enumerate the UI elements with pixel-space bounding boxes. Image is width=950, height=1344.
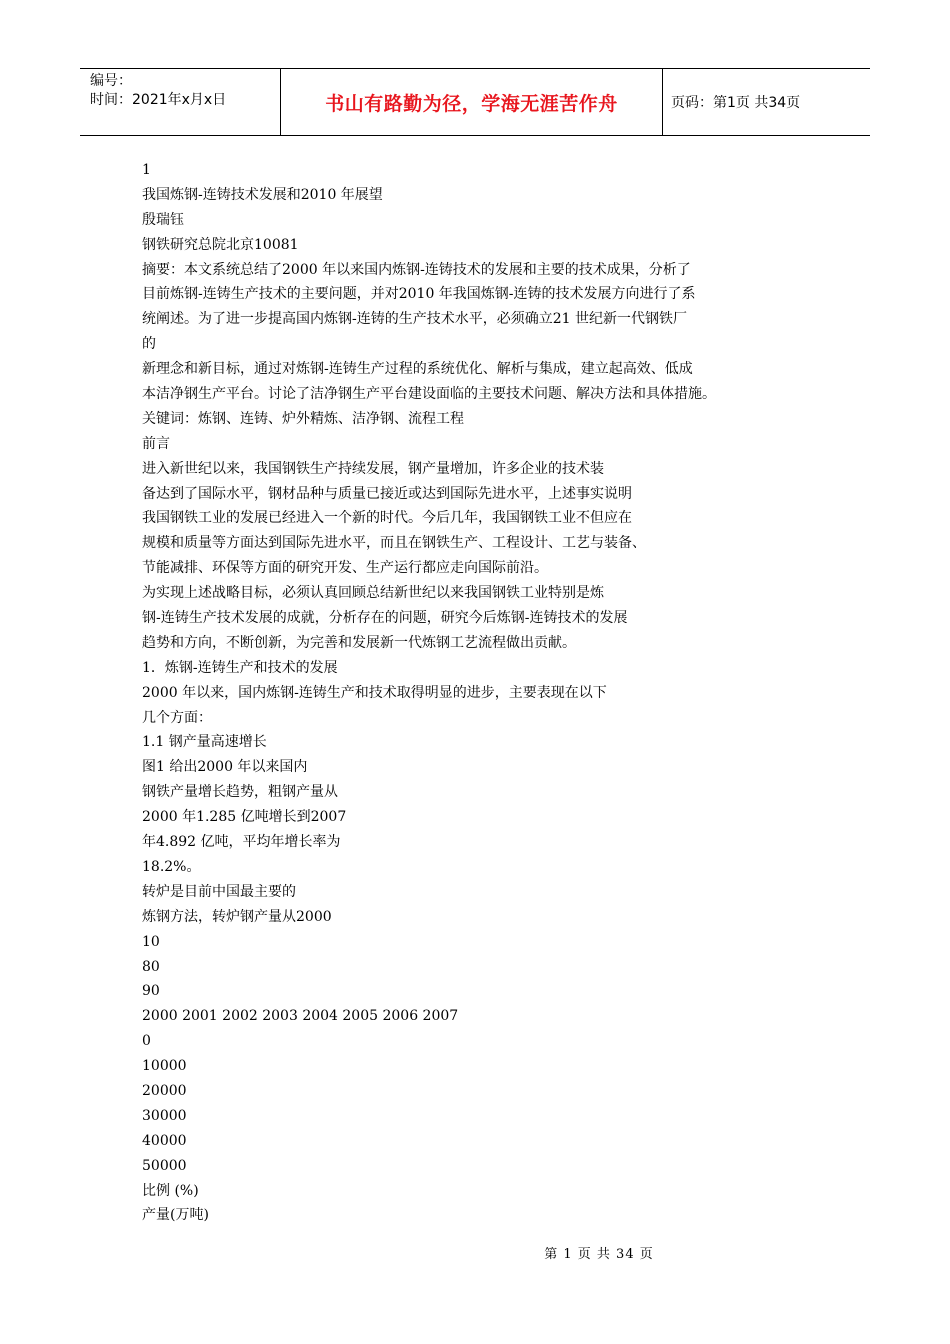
body-line: 2000 2001 2002 2003 2004 2005 2006 2007 [142,1008,459,1025]
body-line: 图1 给出2000 年以来国内 [142,759,308,776]
date-label: 时间：2021年x月x日 [90,92,227,108]
body-line: 钢-连铸生产技术发展的成就，分析存在的问题，研究今后炼钢-连铸技术的发展 [142,610,628,627]
body-line: 20000 [142,1082,187,1099]
body-line: 1 [142,162,151,178]
body-line: 我国钢铁工业的发展已经进入一个新的时代。今后几年，我国钢铁工业不但应在 [142,510,632,527]
body-line: 50000 [142,1157,187,1174]
body-line: 炼钢方法，转炉钢产量从2000 [142,908,332,925]
body-line: 2000 年以来，国内炼钢-连铸生产和技术取得明显的进步，主要表现在以下 [142,684,607,701]
page-header [80,68,870,136]
body-line: 节能减排、环保等方面的研究开发、生产运行都应走向国际前沿。 [142,560,548,577]
document-body [142,158,832,1228]
body-line: 殷瑞钰 [142,211,184,228]
number-label: 编号： [90,73,132,89]
body-line: 钢铁研究总院北京10081 [142,236,299,253]
body-line: 80 [142,958,160,975]
body-line: 1.1 钢产量高速增长 [142,734,267,751]
body-line: 规模和质量等方面达到国际先进水平，而且在钢铁生产、工程设计、工艺与装备、 [142,535,646,552]
body-line: 1．炼钢-连铸生产和技术的发展 [142,659,338,676]
body-line: 10 [142,933,160,950]
body-line: 为实现上述战略目标，必须认真回顾总结新世纪以来我国钢铁工业特别是炼 [142,585,604,602]
body-line: 2000 年1.285 亿吨增长到2007 [142,809,347,826]
body-line: 产量(万吨) [142,1207,209,1224]
body-line: 进入新世纪以来，我国钢铁生产持续发展，钢产量增加，许多企业的技术装 [142,460,604,477]
body-line: 年4.892 亿吨，平均年增长率为 [142,834,341,851]
header-meta [80,69,281,135]
body-line: 几个方面： [142,709,212,726]
body-line: 10000 [142,1058,187,1075]
header-motto: 书山有路勤为径，学海无涯苦作舟 [281,69,663,135]
body-line: 关键词：炼钢、连铸、炉外精炼、洁净钢、流程工程 [142,410,464,427]
body-line: 比例 (%) [142,1182,199,1199]
body-line: 90 [142,983,160,1000]
body-line: 的 [142,336,156,353]
body-line: 钢铁产量增长趋势，粗钢产量从 [142,784,338,801]
body-line: 30000 [142,1107,187,1124]
body-line: 40000 [142,1132,187,1149]
header-page-info: 页码：第1页 共34页 [671,95,801,111]
body-line: 转炉是目前中国最主要的 [142,883,296,900]
page-footer: 第 1 页 共 34 页 [544,1247,654,1262]
body-line: 统阐述。为了进一步提高国内炼钢-连铸的生产技术水平，必须确立21 世纪新一代钢铁厂 [142,311,687,328]
body-line: 摘要：本文系统总结了2000 年以来国内炼钢-连铸技术的发展和主要的技术成果，分析了 [142,261,691,278]
body-line: 目前炼钢-连铸生产技术的主要问题，并对2010 年我国炼钢-连铸的技术发展方向进行了系 [142,286,696,303]
body-line: 新理念和新目标，通过对炼钢-连铸生产过程的系统优化、解析与集成，建立起高效、低成 [142,361,693,378]
body-line: 备达到了国际水平，钢材品种与质量已接近或达到国际先进水平，上述事实说明 [142,485,632,502]
body-line: 18.2%。 [142,858,201,875]
body-line: 0 [142,1033,151,1050]
body-line: 我国炼钢-连铸技术发展和2010 年展望 [142,186,383,203]
body-line: 前言 [142,435,170,452]
body-line: 趋势和方向，不断创新，为完善和发展新一代炼钢工艺流程做出贡献。 [142,634,576,651]
body-line: 本洁净钢生产平台。讨论了洁净钢生产平台建设面临的主要技术问题、解决方法和具体措施。 [142,386,716,403]
